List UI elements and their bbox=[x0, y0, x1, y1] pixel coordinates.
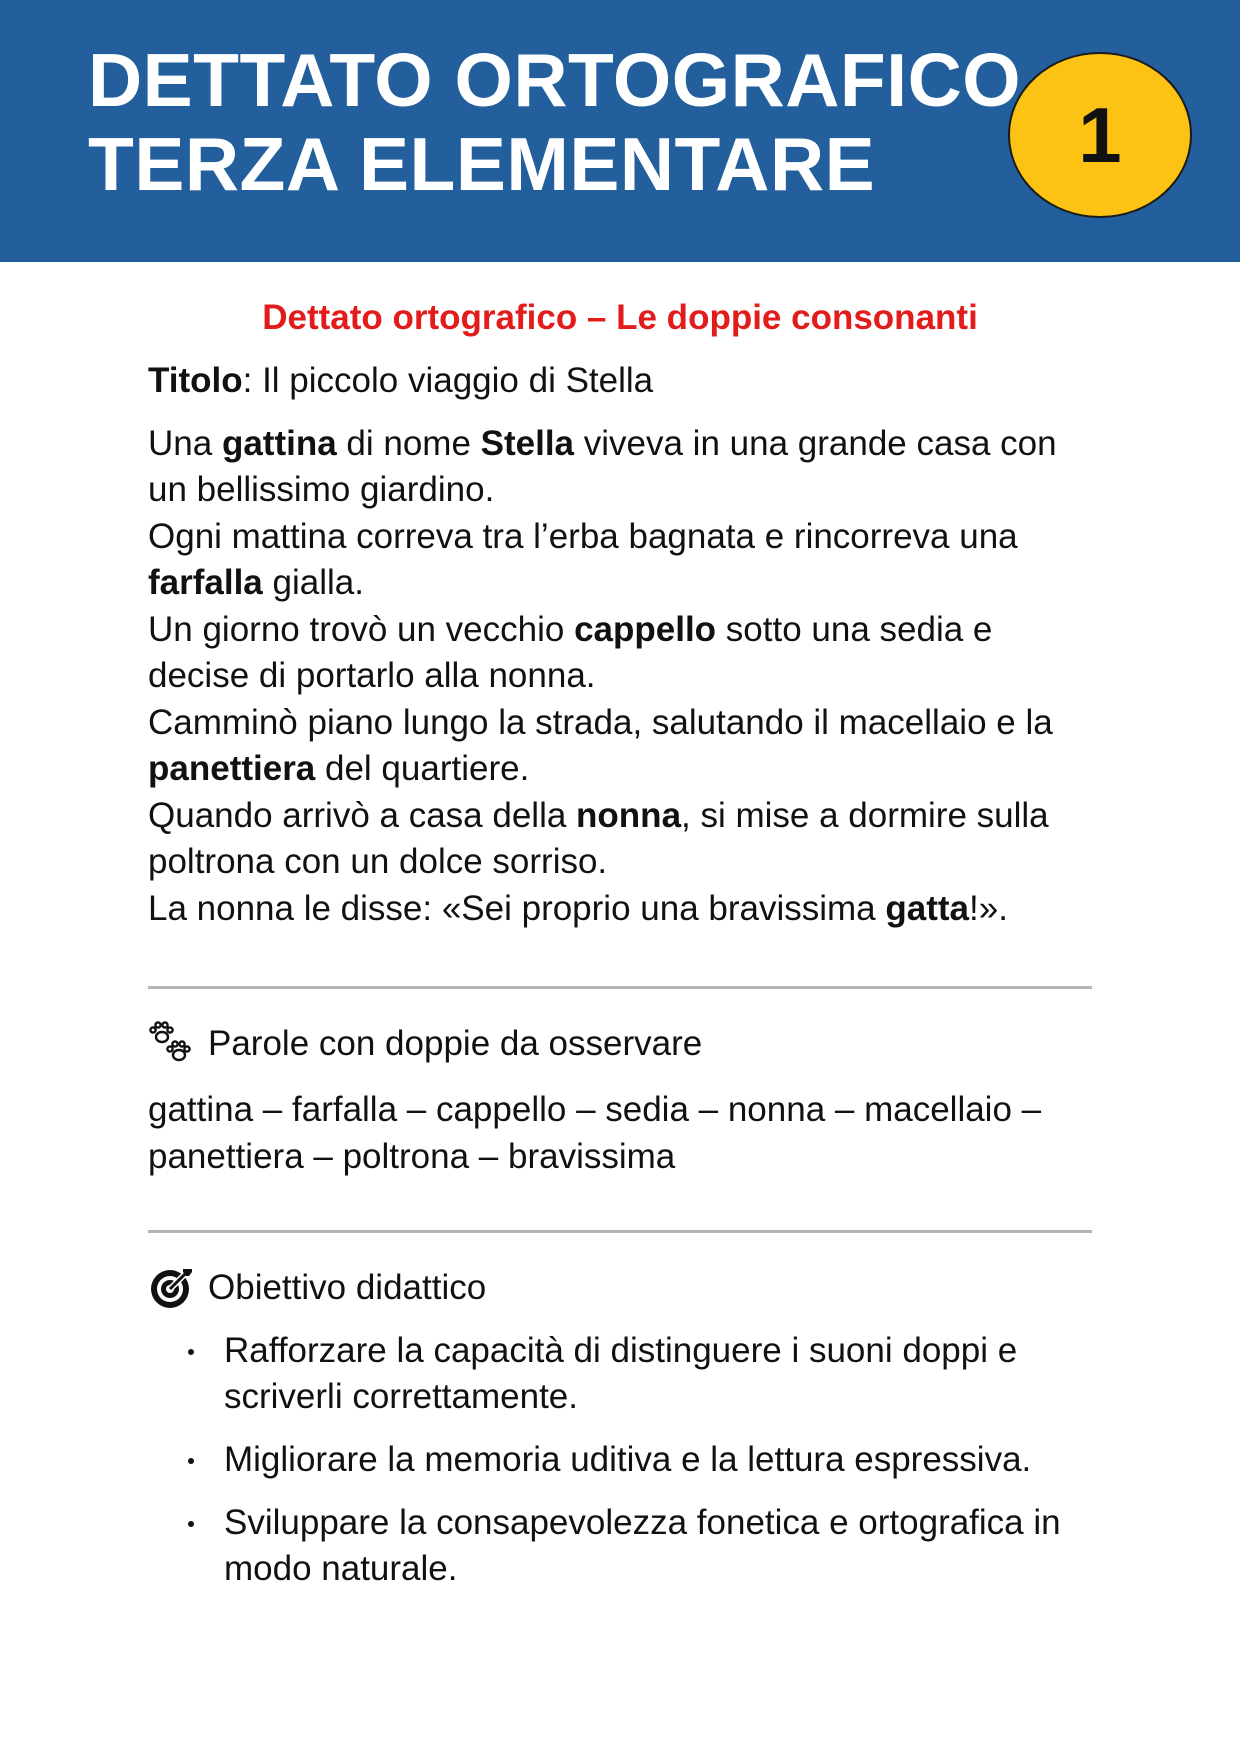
number-badge: 1 bbox=[1008, 52, 1192, 218]
story-text: sotto una sedia e decise di portarlo alla nonna. bbox=[148, 609, 993, 695]
story-text: di nome bbox=[336, 423, 481, 463]
list-item bbox=[148, 1500, 1098, 1592]
divider bbox=[148, 986, 1092, 989]
list-item bbox=[148, 1328, 1098, 1420]
story-paragraph bbox=[148, 700, 1098, 793]
highlighted-word: Stella bbox=[480, 423, 575, 463]
story-text: !». bbox=[969, 888, 1008, 928]
story-title-separator: : bbox=[242, 361, 253, 400]
bullet-icon bbox=[188, 1458, 194, 1464]
story-paragraph bbox=[148, 421, 1098, 514]
story-paragraph bbox=[148, 607, 1098, 700]
header-banner bbox=[0, 0, 1240, 262]
story-paragraph bbox=[148, 886, 1098, 933]
story-text: gialla. bbox=[262, 563, 364, 602]
goal-text: Rafforzare la capacità di distinguere i suoni doppi e scriverli correttamente. bbox=[224, 1331, 1018, 1416]
story-text: , si mise a dormire sulla poltrona con un dolce sorriso. bbox=[148, 795, 1049, 881]
story-text: La nonna le disse: «Sei proprio una bravissima bbox=[148, 888, 886, 928]
page-title-line2: TERZA ELEMENTARE bbox=[88, 122, 876, 206]
story-text: Camminò piano lungo la strada, salutando il macellaio e la bbox=[148, 702, 1053, 742]
dictation-text bbox=[148, 358, 1098, 932]
highlighted-word: gatta bbox=[885, 888, 970, 928]
story-paragraph bbox=[148, 793, 1098, 886]
story-text: Un giorno trovò un vecchio bbox=[148, 609, 575, 649]
goal-text: Sviluppare la consapevolezza fonetica e ortografica in modo naturale. bbox=[224, 1503, 1061, 1588]
highlighted-word: gattina bbox=[221, 423, 337, 463]
double-words-list: gattina – farfalla – cappello – sedia – nonna – macellaio – panettiera – poltrona – bravissima bbox=[148, 1090, 1042, 1176]
words-section-heading bbox=[148, 1021, 702, 1067]
story-title bbox=[148, 358, 1098, 405]
divider bbox=[148, 1230, 1092, 1233]
story-title-text: Il piccolo viaggio di Stella bbox=[252, 361, 654, 400]
story-body bbox=[148, 421, 1098, 933]
story-text: del quartiere. bbox=[315, 749, 530, 788]
highlighted-word: cappello bbox=[574, 609, 717, 649]
story-text: viveva in una grande casa con un bellissimo giardino. bbox=[148, 423, 1057, 509]
paw-prints-icon bbox=[148, 1021, 194, 1067]
story-paragraph bbox=[148, 514, 1098, 607]
subtitle: Dettato ortografico – Le doppie consonanti bbox=[262, 298, 978, 337]
goals-list bbox=[148, 1328, 1098, 1609]
list-item bbox=[148, 1437, 1098, 1483]
bullet-icon bbox=[188, 1349, 194, 1355]
page-title bbox=[88, 38, 1021, 206]
goal-text: Migliorare la memoria uditiva e la lettura espressiva. bbox=[224, 1440, 1032, 1479]
story-title-label: Titolo bbox=[148, 361, 243, 400]
goals-section-heading bbox=[148, 1265, 486, 1311]
goals-section-title: Obiettivo didattico bbox=[208, 1268, 487, 1307]
story-text: Ogni mattina correva tra l’erba bagnata e rincorreva una bbox=[148, 516, 1018, 556]
highlighted-word: panettiera bbox=[148, 749, 316, 788]
highlighted-word: farfalla bbox=[148, 563, 263, 602]
target-icon bbox=[148, 1265, 194, 1311]
page-title-line1: DETTATO ORTOGRAFICO bbox=[88, 38, 1022, 122]
story-text: Quando arrivò a casa della bbox=[148, 795, 577, 835]
bullet-icon bbox=[188, 1521, 194, 1527]
story-text: Una bbox=[148, 423, 222, 463]
words-section-title: Parole con doppie da osservare bbox=[208, 1024, 703, 1063]
highlighted-word: nonna bbox=[576, 795, 682, 835]
